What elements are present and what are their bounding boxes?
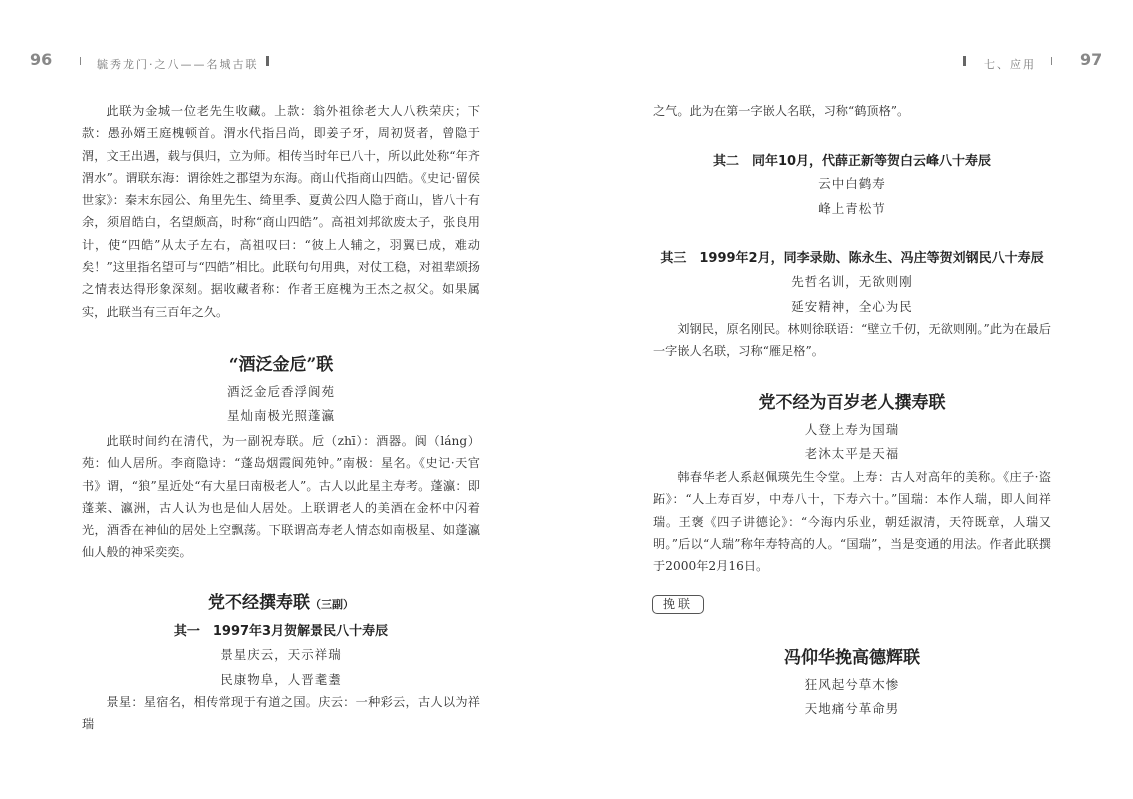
section2-title-note: （三副） <box>310 598 354 611</box>
left-page-number: 96 <box>30 50 53 69</box>
right-page <box>566 0 1133 799</box>
couplet-line: 天地痛兮革命男 <box>804 701 900 716</box>
right-page-number: 97 <box>1080 50 1103 69</box>
intro-paragraph: 此联为金城一位老先生收藏。上款：翁外祖徐老大人八秩荣庆；下款：愚孙婿王庭槐顿首。渭水代指吕尚，即姜子牙，周初贤者，曾隐于渭，文王出遇，载与俱归，立为师。相传当时年已八十，所以此处称“年齐渭水”。谓联东海：谓徐姓之郡望为东海。商山代指商山四皓。《史记·留侯世家》：秦末东园公、角里先生、绮里季、夏黄公四人隐于商山，皆八十有余，须眉皓白，名望颇高，时称“商山四皓”。高祖刘邦欲废太子，张良用计，使“四皓”从太子左右，高祖叹曰：“彼上人辅之，羽翼已成，难动矣！”这里指名望可与“四皓”相比。此联句句用典，对仗工稳，对祖辈颂扬之情表达得形象深刻。据收藏者称：作者王庭槐为王杰之叔父。如果属实，此联当有三百年之久。 <box>82 104 480 319</box>
section2-paragraph: 景星：星宿名，相传常现于有道之国。庆云：一种彩云，古人以为祥瑞 <box>82 695 480 732</box>
left-header-text: 毓秀龙门·之八——名城古联 <box>97 58 259 71</box>
section1-paragraph: 此联时间约在清代，为一副祝寿联。卮（zhī）：酒器。阆（láng）苑：仙人居所。李商隐诗：“蓬岛烟霞阆苑钟。”南极：星名。《史记·天官书》谓，“狼”星近处“有大星曰南极老人”。古人以此星主寿考。蓬瀛：即蓬莱、瀛洲，古人认为也是仙人居处。上联谓老人的美酒在金杯中闪着光，酒香在神仙的居处上空飘荡。下联谓高寿老人情态如南极星、如蓬瀛仙人般的神采奕奕。 <box>82 434 480 560</box>
section-title-wanlian: 冯仰华挽高德辉联 <box>784 648 920 668</box>
couplet-line: 延安精神，全心为民 <box>791 299 913 314</box>
couplet-line: 景星庆云，天示祥瑞 <box>220 647 342 662</box>
subtitle-qier: 其二 同年10月，代薛正新等贺白云峰八十寿辰 <box>712 154 992 169</box>
section-box-label: 挽联 <box>652 595 704 614</box>
couplet-line: 民康物阜，人晋耄耋 <box>220 672 342 687</box>
couplet-line: 星灿南极光照蓬瀛 <box>226 408 335 423</box>
right-header-text: 七、应用 <box>984 58 1036 71</box>
section-title-shoulian <box>82 588 480 613</box>
couplet-line: 先哲名训，无欲则刚 <box>791 274 913 289</box>
couplet-line: 人登上寿为国瑞 <box>804 422 900 437</box>
couplet-line: 峰上青松节 <box>818 201 886 216</box>
section2-title-text: 党不经撰寿联 <box>208 593 310 613</box>
subtitle-qisan: 其三 1999年2月，同李录勋、陈永生、冯庄等贺刘钢民八十寿辰 <box>660 251 1044 266</box>
couplet-line: 狂风起兮草木惨 <box>804 677 900 692</box>
left-page <box>0 0 566 799</box>
header-divider <box>80 57 81 65</box>
subtitle-qiyi: 其一 1997年3月贺解景民八十寿辰 <box>173 624 389 639</box>
header-bar-mark <box>963 56 966 66</box>
section-title-bainian: 党不经为百岁老人撰寿联 <box>758 393 946 413</box>
couplet-line: 云中白鹤寿 <box>818 176 886 191</box>
couplet-line: 酒泛金卮香浮阆苑 <box>226 384 335 399</box>
section-title-jiufan: “酒泛金卮”联 <box>228 355 334 375</box>
continuation-paragraph: 之气。此为在第一字嵌人名联，习称“鹤顶格”。 <box>653 104 910 118</box>
header-bar-mark <box>266 56 269 66</box>
section3-paragraph: 韩春华老人系赵佩瑛先生令堂。上寿：古人对高年的美称。《庄子·盗跖》：“人上寿百岁，中寿八十，下寿六十。”国瑞：本作人瑞，即人间祥瑞。王褒《四子讲德论》：“今海内乐业，朝廷淑清，天符既章，人瑞又明。”后以“人瑞”称年寿特高的人。“国瑞”，当是变通的用法。作者此联撰于2000年2月16日。 <box>653 470 1051 574</box>
header-divider <box>1051 57 1052 65</box>
sub3-paragraph: 刘钢民，原名刚民。林则徐联语：“壁立千仞，无欲则刚。”此为在最后一字嵌人名联，习称“雁足格”。 <box>653 322 1051 359</box>
couplet-line: 老沐太平是天福 <box>804 446 900 461</box>
